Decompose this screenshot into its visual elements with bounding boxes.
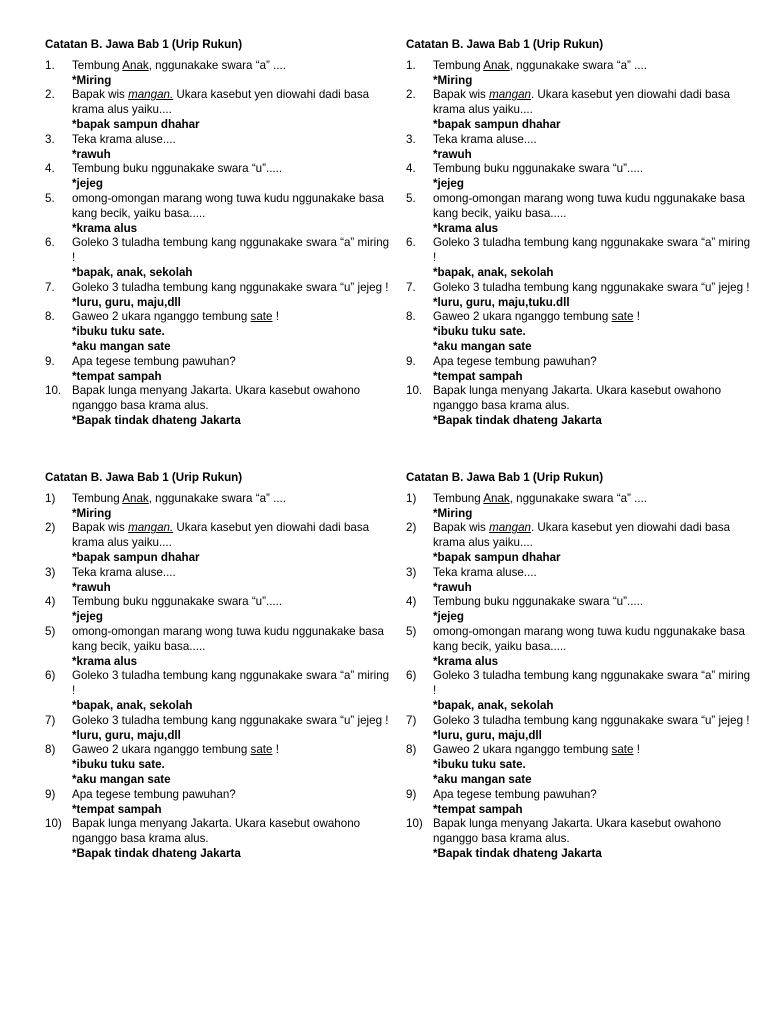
answer-text: *bapak sampun dhahar (433, 550, 561, 564)
question-text (433, 743, 640, 756)
question-text-part: Apa tegese tembung pawuhan? (72, 787, 236, 801)
question-number: 8) (45, 743, 56, 757)
answer-text: *Bapak tindak dhateng Jakarta (72, 846, 241, 860)
question-text (72, 384, 360, 412)
question-number: 5) (45, 624, 56, 638)
question-item (45, 59, 395, 89)
answer-text: *bapak sampun dhahar (433, 117, 561, 131)
question-text (72, 669, 389, 697)
question-text (433, 162, 643, 175)
answer-text: *tempat sampah (433, 802, 523, 816)
question-item (45, 566, 395, 596)
question-text (433, 192, 745, 220)
question-text-part: . Ukara kasebut yen diowahi dadi basa krama alus yaiku.... (433, 88, 731, 117)
question-number: 2) (45, 521, 56, 535)
answer-text: *luru, guru, maju,dll (433, 728, 542, 742)
question-text-part: Teka krama aluse.... (433, 565, 537, 579)
question-item (45, 743, 395, 787)
question-body (433, 384, 756, 428)
question-number: 9. (406, 354, 416, 368)
question-item (406, 521, 756, 565)
question-text-part: Gaweo 2 ukara nganggo tembung (433, 310, 612, 324)
question-number: 8. (406, 310, 416, 324)
answer-text: *bapak sampun dhahar (72, 550, 200, 564)
question-text (72, 566, 176, 579)
question-text-part: Tembung buku nggunakake swara “u”..... (72, 595, 283, 609)
question-number: 7) (45, 713, 56, 727)
question-item (45, 192, 395, 236)
question-item (45, 310, 395, 354)
notes-title: Catatan B. Jawa Bab 1 (Urip Rukun) (406, 38, 604, 51)
question-body (433, 355, 756, 385)
question-item (45, 236, 395, 280)
question-number: 5. (45, 191, 55, 205)
answer-text: *tempat sampah (72, 802, 162, 816)
question-text-part: ! (633, 743, 640, 757)
underlined-word (489, 521, 531, 534)
question-body (433, 714, 756, 744)
question-text (433, 566, 537, 579)
notes-title: Catatan B. Jawa Bab 1 (Urip Rukun) (406, 471, 604, 484)
answer-text: *jejeg (72, 610, 103, 624)
question-number: 8. (45, 310, 55, 324)
question-text (72, 88, 369, 116)
question-text (72, 192, 384, 220)
question-number: 1) (45, 491, 56, 505)
question-text-part: Goleko 3 tuladha tembung kang nggunakake swara “a” miring ! (433, 236, 751, 265)
answer-text: *Miring (433, 73, 473, 87)
question-text (72, 236, 389, 264)
question-text-part: , nggunakake swara “a” .... (509, 491, 647, 505)
question-text (72, 625, 384, 653)
question-text (72, 595, 282, 608)
question-number: 5. (406, 191, 416, 205)
question-item (406, 59, 756, 89)
answer-text: *aku mangan sate (72, 339, 171, 353)
question-number: 6) (45, 669, 56, 683)
question-body (433, 743, 756, 787)
question-body (433, 566, 756, 596)
question-text (72, 788, 236, 801)
question-text-part: Bapak wis (433, 521, 490, 535)
question-text-part: Apa tegese tembung pawuhan? (72, 354, 236, 368)
question-body (433, 595, 756, 625)
question-body (72, 59, 395, 89)
question-item (45, 88, 395, 132)
question-item (45, 521, 395, 565)
answer-text: *luru, guru, maju,dll (72, 728, 181, 742)
answer-text: *luru, guru, maju,tuku.dll (433, 295, 570, 309)
question-item (45, 162, 395, 192)
question-body (433, 192, 756, 236)
question-text (433, 281, 749, 294)
underlined-word: Anak (122, 491, 149, 505)
question-number: 2. (45, 88, 55, 102)
question-text (433, 625, 745, 653)
answer-text: *krama alus (433, 654, 499, 668)
question-item (406, 133, 756, 163)
answer-text: *bapak, anak, sekolah (72, 698, 193, 712)
question-item (406, 743, 756, 787)
question-text (433, 355, 597, 368)
question-text (433, 492, 647, 505)
question-text-part: Goleko 3 tuladha tembung kang nggunakake swara “u” jejeg ! (72, 713, 389, 727)
question-text-part: Goleko 3 tuladha tembung kang nggunakake swara “u” jejeg ! (433, 280, 750, 294)
question-text-part: Tembung (72, 491, 123, 505)
question-number: 7. (45, 280, 55, 294)
question-body (433, 521, 756, 565)
answer-text: *Miring (433, 506, 473, 520)
question-text (433, 714, 749, 727)
answer-text: *bapak, anak, sekolah (72, 265, 193, 279)
answer-text: *Miring (72, 506, 112, 520)
answer-text: *ibuku tuku sate. (72, 758, 165, 772)
question-item (406, 88, 756, 132)
question-text-part: Apa tegese tembung pawuhan? (433, 787, 597, 801)
question-text-part: , nggunakake swara “a” .... (509, 58, 647, 72)
question-number: 4. (406, 162, 416, 176)
question-body (433, 625, 756, 669)
question-text-part: Bapak wis (72, 521, 129, 535)
question-number: 9) (406, 787, 417, 801)
question-text-part: Teka krama aluse.... (72, 132, 176, 146)
question-text (433, 788, 597, 801)
question-number: 7) (406, 713, 417, 727)
question-body (72, 162, 395, 192)
question-item (45, 492, 395, 522)
notes-title: Catatan B. Jawa Bab 1 (Urip Rukun) (45, 38, 243, 51)
question-text (433, 133, 537, 146)
question-body (72, 384, 395, 428)
question-number: 8) (406, 743, 417, 757)
question-number: 1. (45, 58, 55, 72)
underlined-word: Anak (122, 58, 149, 72)
answer-text: *ibuku tuku sate. (72, 325, 165, 339)
question-item (406, 281, 756, 311)
question-body (72, 236, 395, 280)
question-body (433, 817, 756, 861)
answer-text: *Miring (72, 73, 112, 87)
question-text (433, 595, 643, 608)
question-text-part: Gaweo 2 ukara nganggo tembung (72, 743, 251, 757)
question-item (45, 817, 395, 861)
answer-text: *bapak sampun dhahar (72, 117, 200, 131)
question-text (72, 310, 279, 323)
question-number: 4) (45, 595, 56, 609)
question-text (433, 817, 721, 845)
question-number: 9) (45, 787, 56, 801)
question-number: 2) (406, 521, 417, 535)
underlined-word (489, 88, 531, 101)
question-text-part: Teka krama aluse.... (72, 565, 176, 579)
underlined-word: sate (611, 743, 634, 757)
answer-text: *bapak, anak, sekolah (433, 265, 554, 279)
question-text (72, 162, 282, 175)
italic-word: mangan (489, 88, 531, 102)
question-text (433, 59, 647, 72)
question-text (433, 236, 750, 264)
question-body (72, 192, 395, 236)
italic-word: mangan (489, 521, 531, 535)
question-text-part: . Ukara kasebut yen diowahi dadi basa krama alus yaiku.... (433, 521, 731, 550)
question-text-part: Goleko 3 tuladha tembung kang nggunakake swara “u” jejeg ! (72, 280, 389, 294)
question-item (45, 714, 395, 744)
answer-text: *tempat sampah (433, 369, 523, 383)
question-text-part: Tembung (72, 58, 123, 72)
underlined-word: Anak (483, 58, 510, 72)
answer-text: *aku mangan sate (433, 339, 532, 353)
answer-text: *ibuku tuku sate. (433, 325, 526, 339)
question-item (45, 133, 395, 163)
question-number: 10. (45, 384, 62, 398)
question-body (433, 788, 756, 818)
question-text-part: Goleko 3 tuladha tembung kang nggunakake swara “a” miring ! (72, 236, 390, 265)
question-number: 3) (45, 565, 56, 579)
question-item (406, 625, 756, 669)
notes-title: Catatan B. Jawa Bab 1 (Urip Rukun) (45, 471, 243, 484)
question-text-part: Gaweo 2 ukara nganggo tembung (72, 310, 251, 324)
answer-text: *bapak, anak, sekolah (433, 698, 554, 712)
question-text-part: ! (272, 743, 279, 757)
question-number: 4. (45, 162, 55, 176)
question-item (45, 788, 395, 818)
question-number: 6. (45, 236, 55, 250)
question-number: 10) (406, 817, 423, 831)
question-item (406, 817, 756, 861)
question-body (72, 281, 395, 311)
question-body (72, 566, 395, 596)
question-item (406, 714, 756, 744)
question-text-part: omong-omongan marang wong tuwa kudu nggunakake basa kang becik, yaiku basa..... (72, 624, 384, 653)
question-text-part: Tembung buku nggunakake swara “u”..... (433, 595, 644, 609)
question-item (406, 162, 756, 192)
question-text (433, 669, 750, 697)
question-number: 1) (406, 491, 417, 505)
notes-block-top-left (45, 38, 395, 429)
question-text (72, 714, 388, 727)
answer-text: *ibuku tuku sate. (433, 758, 526, 772)
question-item (45, 384, 395, 428)
question-item (406, 566, 756, 596)
question-text-part: Tembung buku nggunakake swara “u”..... (72, 162, 283, 176)
question-number: 7. (406, 280, 416, 294)
question-text-part: Gaweo 2 ukara nganggo tembung (433, 743, 612, 757)
question-number: 3) (406, 565, 417, 579)
answer-text: *luru, guru, maju,dll (72, 295, 181, 309)
question-text (72, 355, 236, 368)
italic-word: mangan. (128, 88, 174, 102)
question-body (433, 492, 756, 522)
question-number: 6. (406, 236, 416, 250)
question-text-part: omong-omongan marang wong tuwa kudu nggunakake basa kang becik, yaiku basa..... (433, 624, 745, 653)
answer-text: *tempat sampah (72, 369, 162, 383)
question-item (45, 625, 395, 669)
question-text-part: Ukara kasebut yen diowahi dadi basa krama alus yaiku.... (72, 88, 370, 117)
question-number: 10) (45, 817, 62, 831)
question-text (72, 281, 388, 294)
question-text-part: Tembung (433, 58, 484, 72)
question-item (45, 595, 395, 625)
question-body (72, 133, 395, 163)
underlined-word: sate (611, 310, 634, 324)
question-body (72, 355, 395, 385)
italic-word: mangan. (128, 521, 174, 535)
question-text-part: ! (272, 310, 279, 324)
question-item (406, 595, 756, 625)
question-item (45, 355, 395, 385)
question-body (72, 625, 395, 669)
question-text-part: omong-omongan marang wong tuwa kudu nggunakake basa kang becik, yaiku basa..... (72, 191, 384, 220)
underlined-word: Anak (483, 491, 510, 505)
question-text-part: , nggunakake swara “a” .... (148, 491, 286, 505)
underlined-word: sate (250, 743, 273, 757)
question-body (433, 162, 756, 192)
answer-text: *rawuh (433, 147, 472, 161)
question-text (72, 492, 286, 505)
question-item (406, 236, 756, 280)
question-text-part: Tembung buku nggunakake swara “u”..... (433, 162, 644, 176)
question-item (45, 669, 395, 713)
question-text-part: Ukara kasebut yen diowahi dadi basa krama alus yaiku.... (72, 521, 370, 550)
answer-text: *Bapak tindak dhateng Jakarta (433, 846, 602, 860)
question-text (433, 384, 721, 412)
question-body (433, 669, 756, 713)
question-number: 2. (406, 88, 416, 102)
question-text-part: Bapak wis (433, 88, 490, 102)
notes-block-bottom-left (45, 471, 395, 862)
question-item (45, 281, 395, 311)
question-number: 3. (45, 132, 55, 146)
question-item (406, 384, 756, 428)
notes-block-top-right (406, 38, 756, 429)
question-item (406, 492, 756, 522)
question-text (433, 521, 730, 549)
question-text-part: Bapak lunga menyang Jakarta. Ukara kasebut owahono nganggo basa krama alus. (72, 817, 361, 846)
question-text-part: omong-omongan marang wong tuwa kudu nggunakake basa kang becik, yaiku basa..... (433, 191, 745, 220)
question-number: 4) (406, 595, 417, 609)
question-body (72, 310, 395, 354)
answer-text: *aku mangan sate (433, 772, 532, 786)
question-item (406, 355, 756, 385)
question-text-part: , nggunakake swara “a” .... (148, 58, 286, 72)
question-body (433, 310, 756, 354)
answer-text: *Bapak tindak dhateng Jakarta (433, 413, 602, 427)
question-body (72, 492, 395, 522)
answer-text: *jejeg (433, 610, 464, 624)
answer-text: *rawuh (72, 147, 111, 161)
question-text-part: Tembung (433, 491, 484, 505)
question-body (72, 817, 395, 861)
question-text-part: Goleko 3 tuladha tembung kang nggunakake swara “a” miring ! (72, 669, 390, 698)
question-body (433, 88, 756, 132)
question-item (406, 192, 756, 236)
question-text (72, 133, 176, 146)
question-body (72, 521, 395, 565)
answer-text: *aku mangan sate (72, 772, 171, 786)
question-number: 10. (406, 384, 423, 398)
answer-text: *Bapak tindak dhateng Jakarta (72, 413, 241, 427)
question-item (406, 669, 756, 713)
answer-text: *krama alus (433, 221, 499, 235)
question-body (433, 236, 756, 280)
answer-text: *krama alus (72, 221, 138, 235)
question-body (433, 133, 756, 163)
question-body (72, 88, 395, 132)
question-number: 5) (406, 624, 417, 638)
notes-block-bottom-right (406, 471, 756, 862)
answer-text: *rawuh (433, 580, 472, 594)
question-text-part: Apa tegese tembung pawuhan? (433, 354, 597, 368)
question-text (72, 817, 360, 845)
question-number: 3. (406, 132, 416, 146)
question-body (433, 59, 756, 89)
question-text-part: Bapak lunga menyang Jakarta. Ukara kasebut owahono nganggo basa krama alus. (72, 384, 361, 413)
question-text-part: Bapak wis (72, 88, 129, 102)
question-text (72, 59, 286, 72)
underlined-word (128, 521, 173, 534)
question-text-part: ! (633, 310, 640, 324)
question-number: 9. (45, 354, 55, 368)
question-body (72, 714, 395, 744)
question-item (406, 310, 756, 354)
question-body (72, 788, 395, 818)
question-text (433, 310, 640, 323)
question-number: 6) (406, 669, 417, 683)
question-body (72, 743, 395, 787)
answer-text: *jejeg (433, 177, 464, 191)
question-text-part: Teka krama aluse.... (433, 132, 537, 146)
question-text (72, 521, 369, 549)
question-body (433, 281, 756, 311)
underlined-word: sate (250, 310, 273, 324)
answer-text: *jejeg (72, 177, 103, 191)
question-text-part: Bapak lunga menyang Jakarta. Ukara kasebut owahono nganggo basa krama alus. (433, 384, 722, 413)
question-text-part: Goleko 3 tuladha tembung kang nggunakake swara “u” jejeg ! (433, 713, 750, 727)
question-body (72, 669, 395, 713)
underlined-word (128, 88, 173, 101)
answer-text: *krama alus (72, 654, 138, 668)
question-number: 1. (406, 58, 416, 72)
question-item (406, 788, 756, 818)
question-text (72, 743, 279, 756)
question-body (72, 595, 395, 625)
question-text-part: Bapak lunga menyang Jakarta. Ukara kasebut owahono nganggo basa krama alus. (433, 817, 722, 846)
question-text-part: Goleko 3 tuladha tembung kang nggunakake swara “a” miring ! (433, 669, 751, 698)
answer-text: *rawuh (72, 580, 111, 594)
question-text (433, 88, 730, 116)
